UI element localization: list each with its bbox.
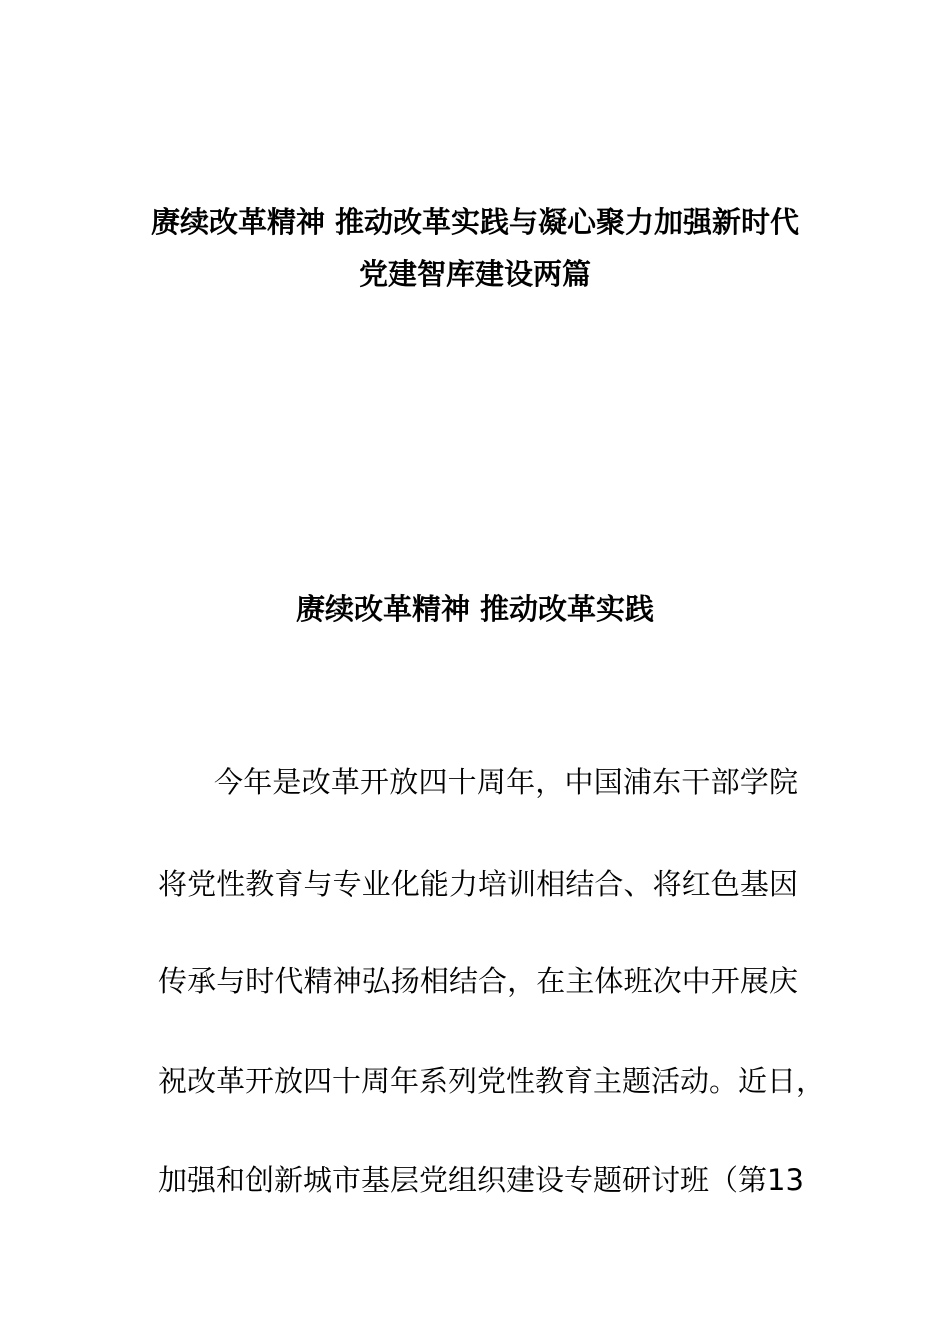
document-title-line-1: 赓续改革精神 推动改革实践与凝心聚力加强新时代 xyxy=(150,205,800,239)
body-paragraph-line: 将党性教育与专业化能力培训相结合、将红色基因 xyxy=(158,867,798,901)
document-title-line-2: 党建智库建设两篇 xyxy=(358,257,591,291)
body-paragraph-line: 加强和创新城市基层党组织建设专题研讨班（第13 xyxy=(158,1163,804,1197)
body-paragraph-line: 祝改革开放四十周年系列党性教育主题活动。近日， xyxy=(158,1064,826,1098)
section-title: 赓续改革精神 推动改革实践 xyxy=(295,592,655,626)
body-paragraph-line: 传承与时代精神弘扬相结合，在主体班次中开展庆 xyxy=(158,964,798,998)
body-paragraph-line: 今年是改革开放四十周年，中国浦东干部学院 xyxy=(214,765,798,799)
